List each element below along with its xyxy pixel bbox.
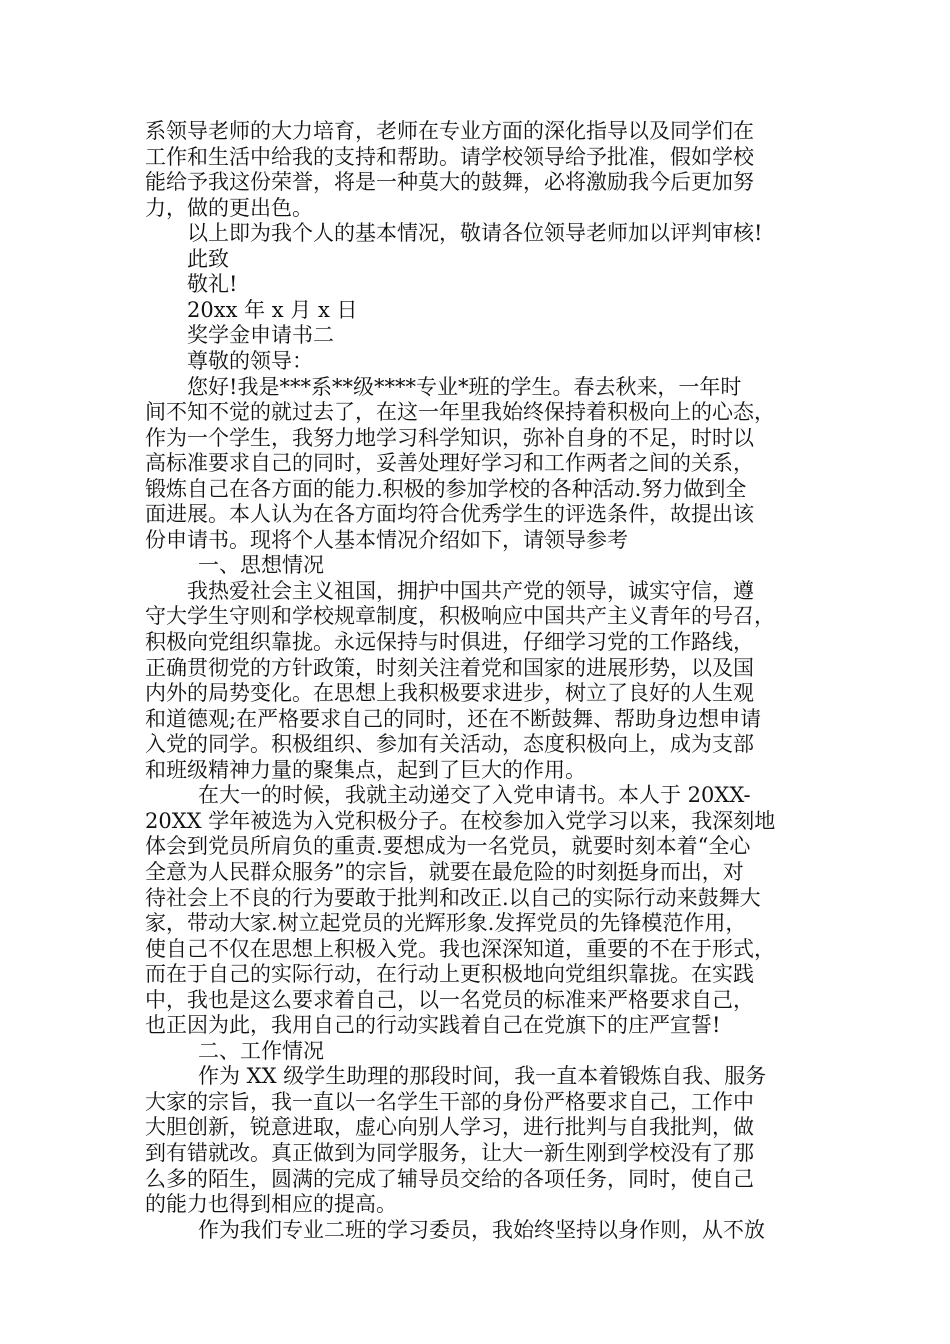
text-line: 全意为人民群众服务”的宗旨，就要在最危险的时刻挺身而出，对 — [145, 860, 744, 884]
text-line: 二、工作情况 — [198, 1039, 324, 1063]
text-line: 而在于自己的实际行动，在行动上更积极地向党组织靠拢。在实践 — [145, 962, 754, 986]
text-line: 作为 XX 级学生助理的那段时间，我一直本着锻炼自我、服务 — [198, 1064, 767, 1088]
text-line: 待社会上不良的行为要敢于批判和改正.以自己的实际行动来鼓舞大 — [145, 886, 761, 910]
text-line: 和道德观;在严格要求自己的同时，还在不断鼓舞、帮助身边想申请 — [145, 707, 762, 731]
text-line: 以上即为我个人的基本情况，敬请各位领导老师加以评判审核! — [187, 221, 763, 245]
text-line: 体会到党员所肩负的重责.要想成为一名党员，就要时刻本着“全心 — [145, 834, 751, 858]
text-line: 面进展。本人认为在各方面均符合优秀学生的评选条件，故提出该 — [145, 502, 754, 526]
text-line: 20XX 学年被选为入党积极分子。在校参加入党学习以来，我深刻地 — [145, 809, 776, 833]
text-line: 也正因为此，我用自己的行动实践着自己在党旗下的庄严宣誓! — [145, 1013, 721, 1037]
text-line: 锻炼自己在各方面的能力.积极的参加学校的各种活动.努力做到全 — [145, 477, 747, 501]
text-line: 到有错就改。真正做到为同学服务，让大一新生刚到学校没有了那 — [145, 1141, 754, 1165]
text-line: 和班级精神力量的聚集点，起到了巨大的作用。 — [145, 758, 586, 782]
text-line: 敬礼! — [187, 272, 238, 296]
text-line: 力，做的更出色。 — [145, 196, 313, 220]
text-line: 奖学金申请书二 — [187, 323, 334, 347]
text-line: 您好!我是***系**级****专业*班的学生。春去秋来，一年时 — [187, 375, 742, 399]
text-line: 能给予我这份荣誉，将是一种莫大的鼓舞，必将激励我今后更加努 — [145, 170, 754, 194]
text-line: 一、思想情况 — [198, 553, 324, 577]
text-line: 入党的同学。积极组织、参加有关活动，态度积极向上，成为支部 — [145, 732, 754, 756]
text-line: 使自己不仅在思想上积极入党。我也深深知道，重要的不在于形式， — [145, 937, 775, 961]
text-line: 此致 — [187, 247, 229, 271]
text-line: 系领导老师的大力培育，老师在专业方面的深化指导以及同学们在 — [145, 119, 754, 143]
text-line: 作为我们专业二班的学习委员，我始终坚持以身作则，从不放 — [198, 1218, 765, 1242]
text-line: 间不知不觉的就过去了，在这一年里我始终保持着积极向上的心态， — [145, 400, 775, 424]
text-line: 积极向党组织靠拢。永远保持与时俱进，仔细学习党的工作路线， — [145, 630, 754, 654]
text-line: 20xx 年 x 月 x 日 — [187, 298, 358, 322]
text-line: 份申请书。现将个人基本情况介绍如下，请领导参考 — [145, 528, 628, 552]
text-line: 么多的陌生，圆满的完成了辅导员交给的各项任务，同时，使自己 — [145, 1167, 754, 1191]
text-line: 正确贯彻党的方针政策，时刻关注着党和国家的进展形势，以及国 — [145, 656, 754, 680]
text-line: 家，带动大家.树立起党员的光辉形象.发挥党员的先锋模范作用， — [145, 911, 747, 935]
text-line: 高标准要求自己的同时，妥善处理好学习和工作两者之间的关系， — [145, 451, 754, 475]
text-line: 的能力也得到相应的提高。 — [145, 1192, 397, 1216]
text-line: 中，我也是这么要求着自己，以一名党员的标准来严格要求自己， — [145, 988, 754, 1012]
text-line: 在大一的时候，我就主动递交了入党申请书。本人于 20XX- — [198, 783, 751, 807]
text-line: 尊敬的领导： — [187, 349, 313, 373]
text-line: 大胆创新，锐意进取，虚心向别人学习，进行批判与自我批判，做 — [145, 1115, 754, 1139]
text-line: 作为一个学生，我努力地学习科学知识，弥补自身的不足，时时以 — [145, 426, 754, 450]
text-line: 大家的宗旨，我一直以一名学生干部的身份严格要求自己，工作中 — [145, 1090, 754, 1114]
text-line: 守大学生守则和学校规章制度，积极响应中国共产主义青年的号召， — [145, 604, 775, 628]
text-line: 工作和生活中给我的支持和帮助。请学校领导给予批准，假如学校 — [145, 145, 754, 169]
text-line: 我热爱社会主义祖国，拥护中国共产党的领导，诚实守信，遵 — [187, 579, 754, 603]
text-line: 内外的局势变化。在思想上我积极要求进步，树立了良好的人生观 — [145, 681, 754, 705]
